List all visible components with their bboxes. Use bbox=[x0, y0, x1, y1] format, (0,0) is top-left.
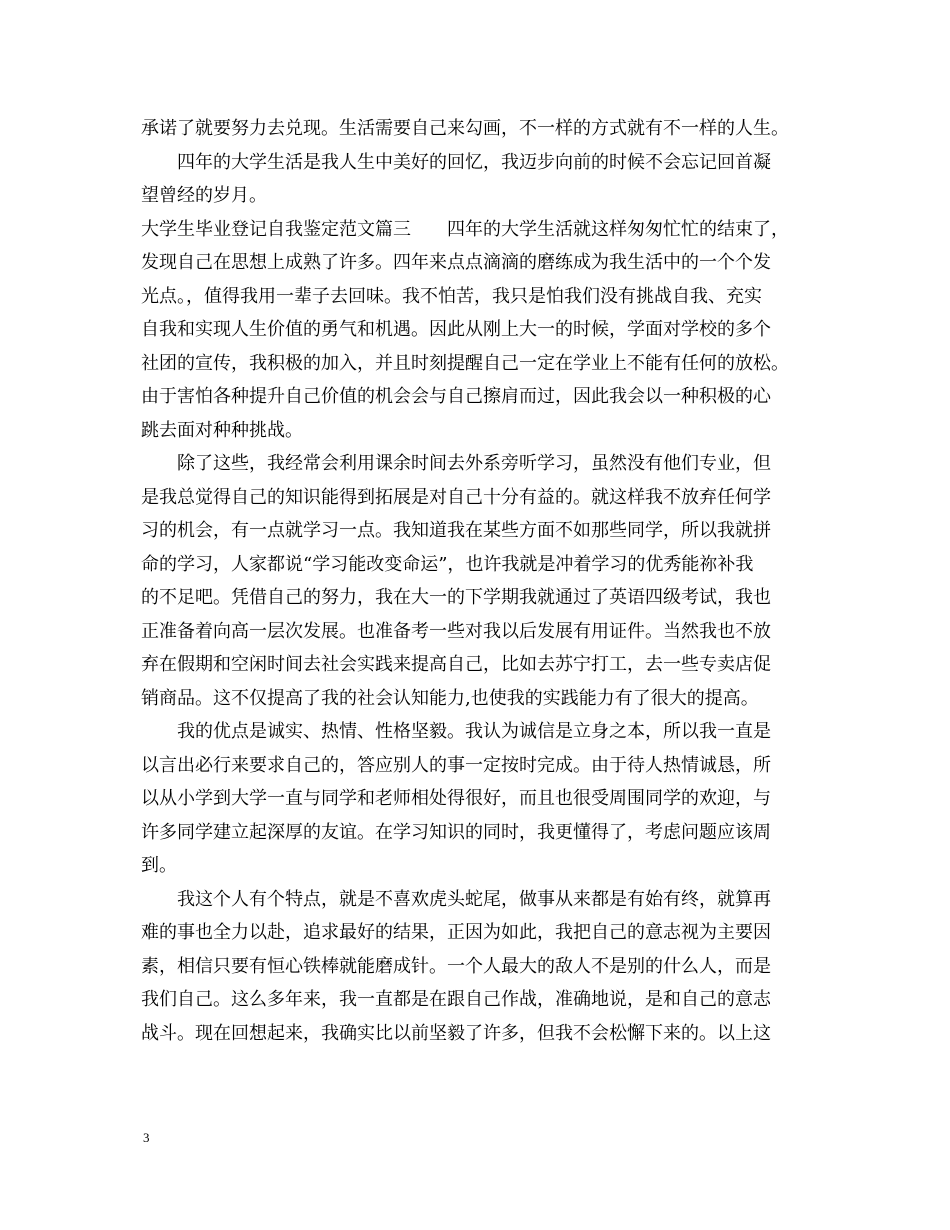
text-line: 弃在假期和空闲时间去社会实践来提高自己，比如去苏宁打工，去一些专卖店促 bbox=[141, 654, 771, 675]
text-line: 到。 bbox=[141, 855, 177, 876]
text-line: 销商品。这不仅提高了我的社会认知能力,也使我的实践能力有了很大的提高。 bbox=[141, 687, 759, 709]
document-body bbox=[141, 112, 821, 1050]
text-line: 大学生毕业登记自我鉴定范文篇三 四年的大学生活就这样匆匆忙忙的结束了， bbox=[141, 218, 789, 240]
text-line: 正准备着向高一层次发展。也准备考一些对我以后发展有用证件。当然我也不放 bbox=[141, 620, 771, 642]
text-line: 以从小学到大学一直与同学和老师相处得很好，而且也很受周围同学的欢迎，与 bbox=[141, 788, 771, 809]
text-line: 习的机会，有一点就学习一点。我知道我在某些方面不如那些同学，所以我就拼 bbox=[141, 520, 771, 541]
text-line: 我的优点是诚实、热情、性格坚毅。我认为诚信是立身之本，所以我一直是 bbox=[177, 721, 771, 742]
text-line: 难的事也全力以赴，追求最好的结果，正因为如此，我把自己的意志视为主要因 bbox=[141, 922, 771, 943]
text-line: 由于害怕各种提升自己价值的机会会与自己擦肩而过，因此我会以一种积极的心 bbox=[141, 386, 771, 407]
text-line: 承诺了就要努力去兑现。生活需要自己来勾画，不一样的方式就有不一样的人生。 bbox=[141, 118, 789, 139]
text-line: 素，相信只要有恒心铁棒就能磨成针。一个人最大的敌人不是别的什么人，而是 bbox=[141, 955, 771, 977]
text-line: 社团的宣传，我积极的加入，并且时刻提醒自己一定在学业上不能有任何的放松。 bbox=[141, 352, 789, 374]
page-number: 3 bbox=[143, 1130, 150, 1145]
text-line: 战斗。现在回想起来，我确实比以前坚毅了许多，但我不会松懈下来的。以上这 bbox=[141, 1022, 771, 1044]
text-line: 四年的大学生活是我人生中美好的回忆，我迈步向前的时候不会忘记回首凝 bbox=[177, 151, 771, 173]
text-line: 光点。，值得我用一辈子去回味。我不怕苦，我只是怕我们没有挑战自我、充实 bbox=[141, 285, 762, 307]
text-line: 许多同学建立起深厚的友谊。在学习知识的同时，我更懂得了，考虑问题应该周 bbox=[141, 821, 771, 843]
text-line: 以言出必行来要求自己的，答应别人的事一定按时完成。由于待人热情诚恳，所 bbox=[141, 754, 771, 776]
text-line: 发现自己在思想上成熟了许多。四年来点点滴滴的磨练成为我生活中的一个个发 bbox=[141, 252, 771, 273]
text-line: 我这个人有个特点，就是不喜欢虎头蛇尾，做事从来都是有始有终，就算再 bbox=[177, 888, 771, 910]
text-line: 跳去面对种种挑战。 bbox=[141, 419, 303, 441]
text-line: 我们自己。这么多年来，我一直都是在跟自己作战，准确地说，是和自己的意志 bbox=[141, 989, 771, 1010]
text-line: 望曾经的岁月。 bbox=[141, 185, 267, 206]
text-line: 除了这些，我经常会利用课余时间去外系旁听学习，虽然没有他们专业，但 bbox=[177, 453, 771, 474]
text-line: 自我和实现人生价值的勇气和机遇。因此从刚上大一的时候，学面对学校的多个 bbox=[141, 319, 771, 340]
text-line: 命的学习，人家都说“学习能改变命运”，也许我就是冲着学习的优秀能祢补我 bbox=[141, 553, 754, 575]
text-line: 是我总觉得自己的知识能得到拓展是对自己十分有益的。就这样我不放弃任何学 bbox=[141, 486, 771, 508]
text-line: 的不足吧。凭借自己的努力，我在大一的下学期我就通过了英语四级考试，我也 bbox=[141, 587, 771, 608]
